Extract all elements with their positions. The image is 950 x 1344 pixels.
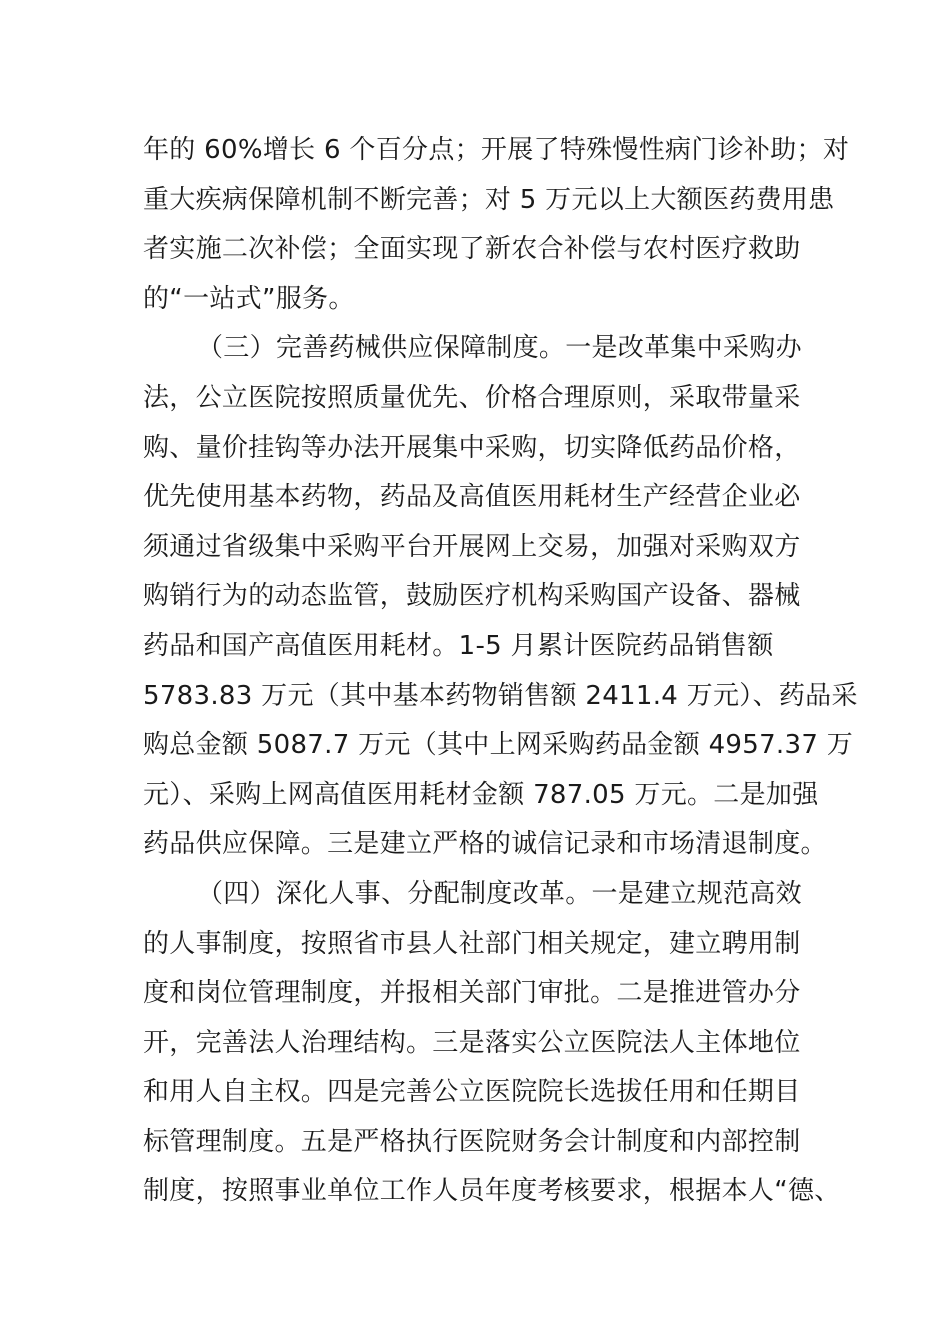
text-line: 制度，按照事业单位工作人员年度考核要求，根据本人“德、 [143, 1176, 841, 1207]
text-line: 法，公立医院按照质量优先、价格合理原则，采取带量采 [143, 382, 801, 413]
text-line: 购销行为的动态监管，鼓励医疗机构采购国产设备、器械 [143, 581, 801, 612]
text-line: 药品供应保障。三是建立严格的诚信记录和市场清退制度。 [143, 829, 827, 860]
text-line: 标管理制度。五是严格执行医院财务会计制度和内部控制 [143, 1126, 801, 1157]
text-line: 重大疾病保障机制不断完善；对 5 万元以上大额医药费用患 [143, 184, 835, 215]
text-line: （四）深化人事、分配制度改革。一是建立规范高效 [197, 878, 802, 909]
text-line: 度和岗位管理制度，并报相关部门审批。二是推进管办分 [143, 978, 801, 1009]
text-line: 的“一站式”服务。 [143, 283, 355, 314]
text-line: 5783.83 万元（其中基本药物销售额 2411.4 万元）、药品采 [143, 680, 858, 711]
text-line: 须通过省级集中采购平台开展网上交易，加强对采购双方 [143, 531, 801, 562]
text-line: 购、量价挂钩等办法开展集中采购，切实降低药品价格， [143, 432, 801, 463]
text-line: 购总金额 5087.7 万元（其中上网采购药品金额 4957.37 万 [143, 730, 854, 761]
text-line: 的人事制度，按照省市县人社部门相关规定，建立聘用制 [143, 928, 801, 959]
body-text [143, 126, 858, 1217]
text-line: （三）完善药械供应保障制度。一是改革集中采购办 [197, 333, 802, 364]
text-line: 者实施二次补偿；全面实现了新农合补偿与农村医疗救助 [143, 234, 801, 265]
text-line: 元）、采购上网高值医用耗材金额 787.05 万元。二是加强 [143, 779, 819, 810]
text-line: 开，完善法人治理结构。三是落实公立医院法人主体地位 [143, 1027, 801, 1058]
text-line: 药品和国产高值医用耗材。1-5 月累计医院药品销售额 [143, 630, 774, 661]
text-line: 和用人自主权。四是完善公立医院院长选拔任用和任期目 [143, 1077, 801, 1108]
text-line: 优先使用基本药物，药品及高值医用耗材生产经营企业必 [143, 482, 801, 513]
text-line: 年的 60%增长 6 个百分点；开展了特殊慢性病门诊补助；对 [143, 135, 850, 165]
